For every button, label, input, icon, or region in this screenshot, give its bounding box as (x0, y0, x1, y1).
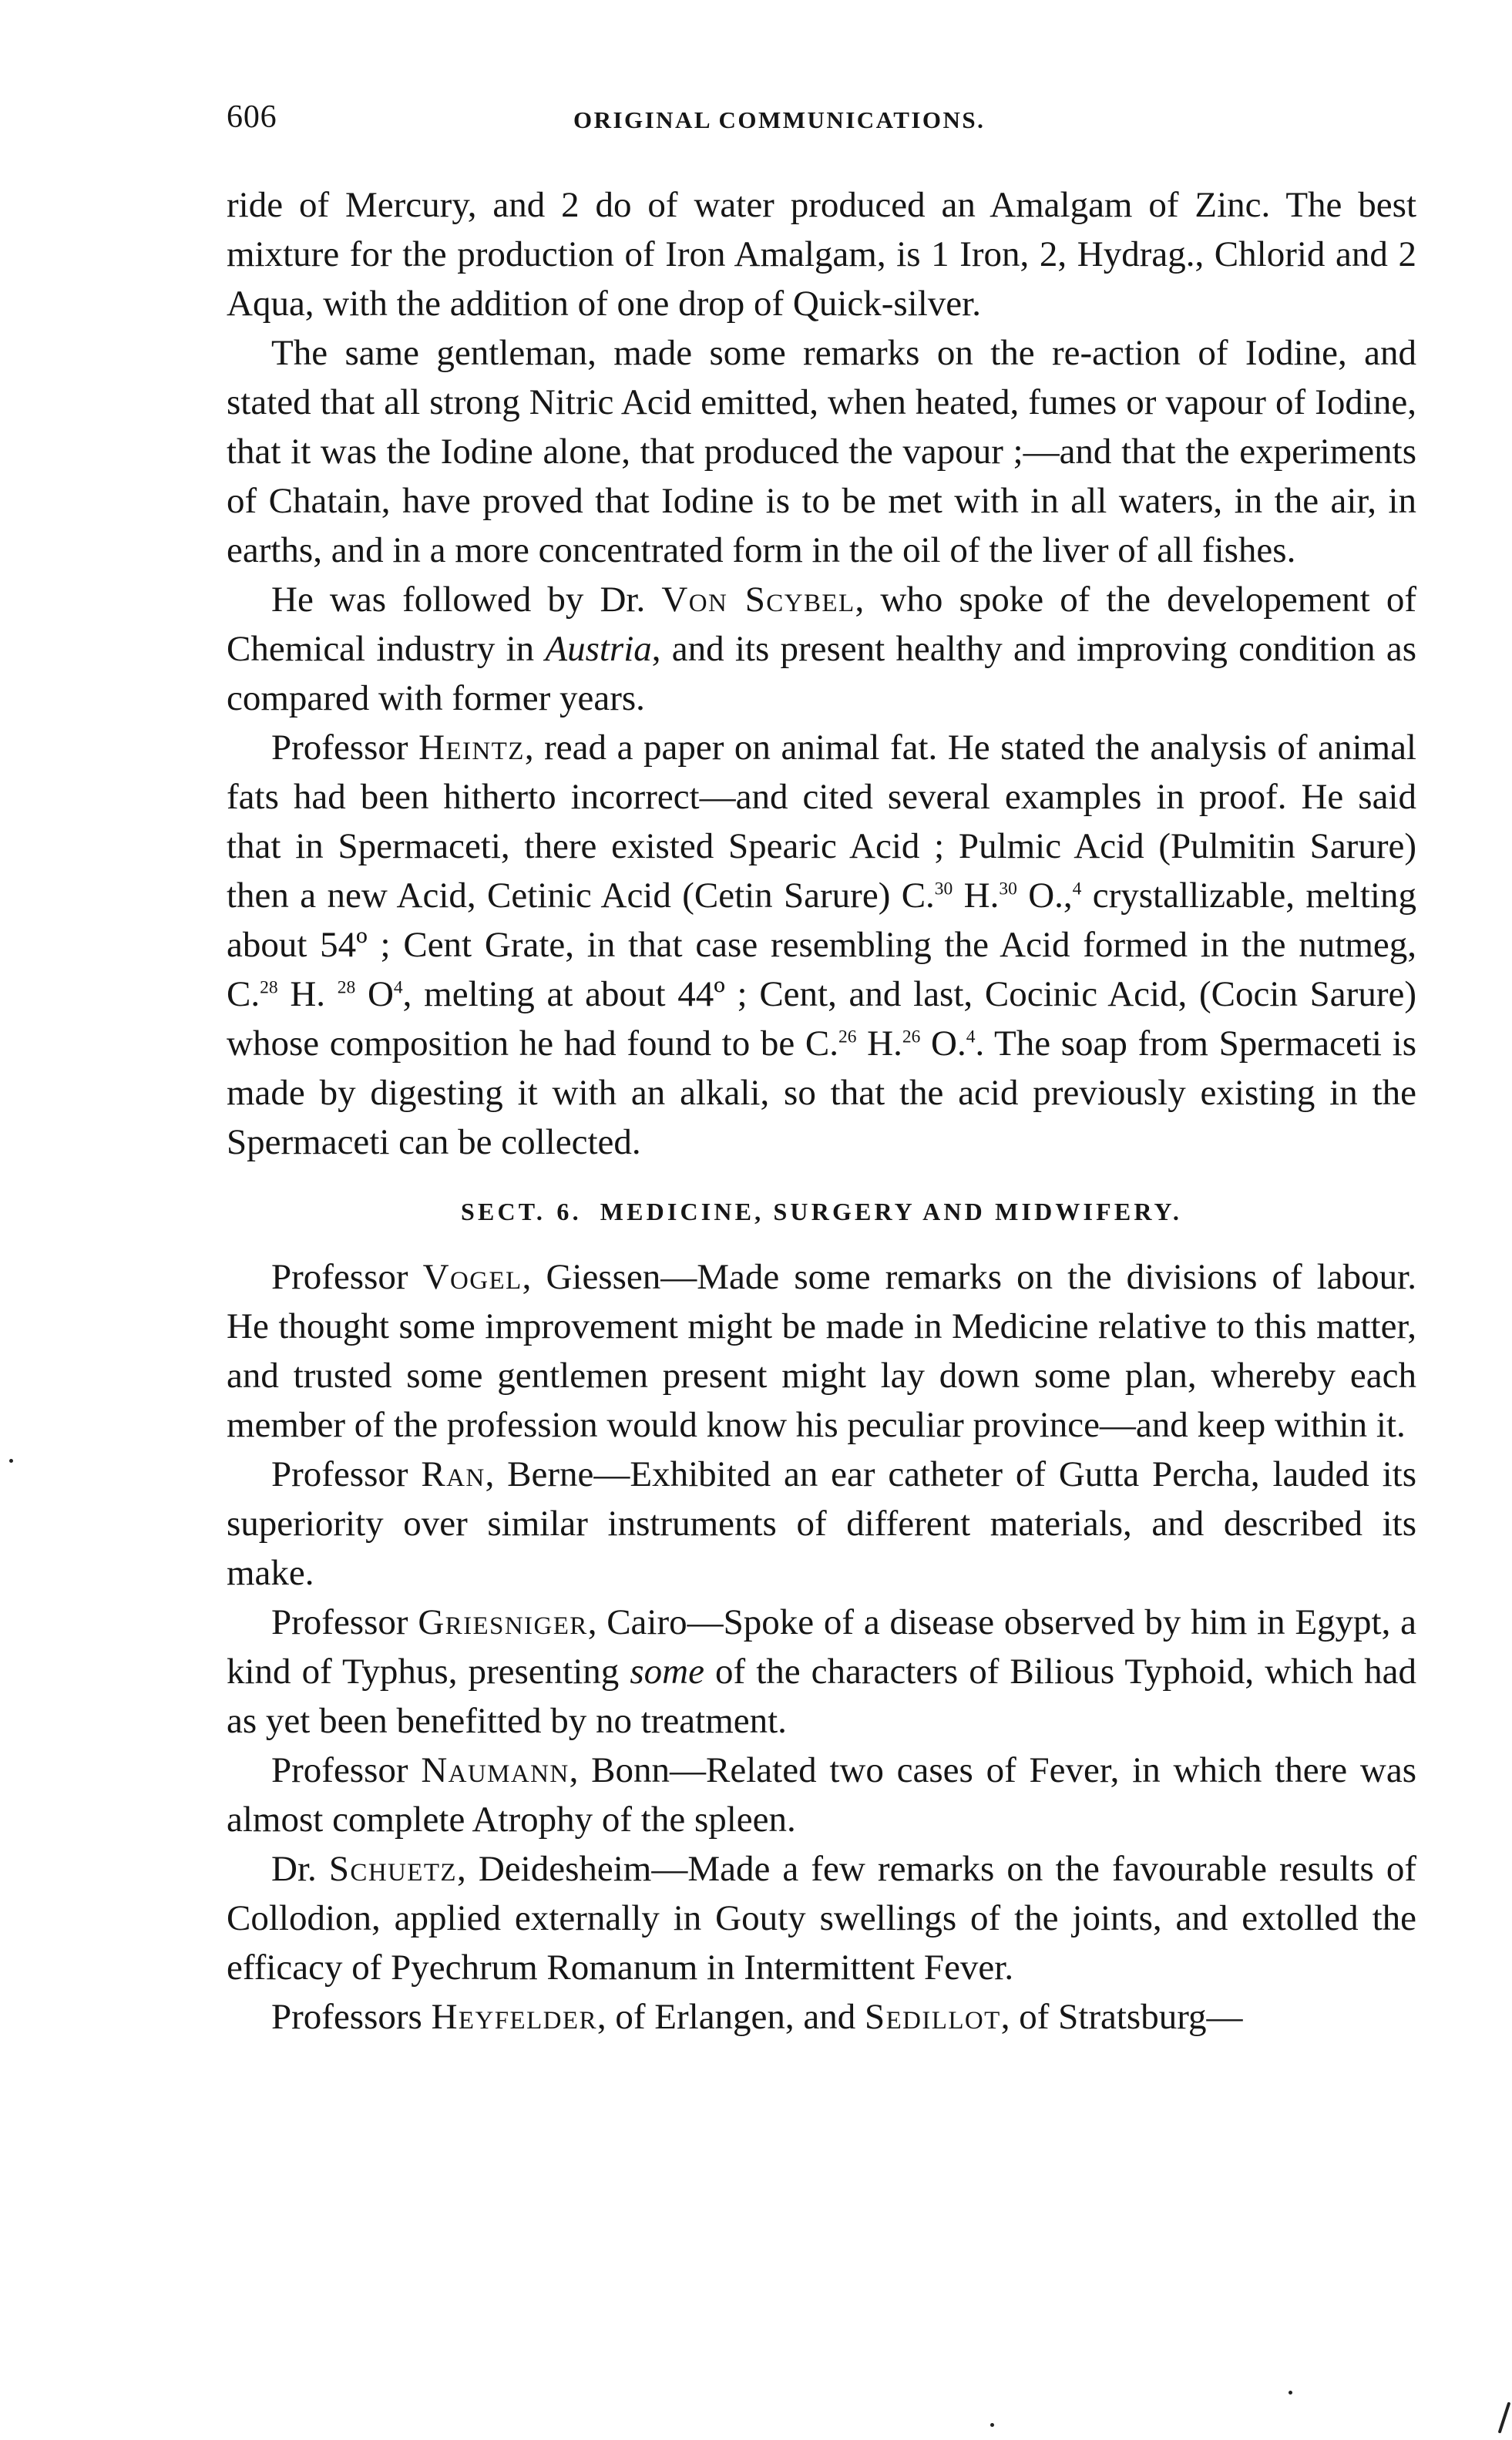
section-number: 6. (556, 1198, 582, 1225)
paragraph-4-part-7: , melting at about 44º ; Cent, and last, Cocinic Acid, (Cocin Sarure) whose composition he had found to be C. (227, 974, 1416, 1064)
paragraph-4-part-2: H. (953, 876, 1000, 916)
formula-superscript: 30 (999, 879, 1017, 899)
paragraph-3-middle: , who spoke of the developement of Chemical industry in (227, 580, 1417, 669)
section-heading (227, 1198, 1416, 1226)
section-title: MEDICINE, SURGERY AND MIDWIFERY. (600, 1198, 1182, 1225)
formula-superscript: 4 (393, 977, 403, 998)
running-head: ORIGINAL COMMUNICATIONS. (573, 106, 986, 133)
paragraph-8-start: Professor (271, 1750, 422, 1790)
paragraph-3-start: He was followed by Dr. (271, 580, 662, 620)
author-naumann: Naumann (421, 1750, 570, 1790)
bottom-speck (1289, 2391, 1292, 2395)
formula-superscript: 26 (902, 1027, 921, 1047)
paragraph-4 (227, 723, 1416, 1167)
formula-superscript: 28 (260, 977, 278, 998)
formula-superscript: 26 (838, 1027, 857, 1047)
paragraph-4-start: Professor (271, 728, 419, 768)
paragraph-5-start: Professor (271, 1257, 423, 1297)
author-vogel: Vogel (422, 1257, 522, 1297)
formula-superscript: 4 (1072, 879, 1082, 899)
paragraph-4-part-6: O (355, 974, 394, 1014)
running-header (227, 99, 1416, 146)
body-text (227, 180, 1416, 1167)
paragraph-4-part-5: H. (277, 974, 338, 1014)
paragraph-7-start: Professor (271, 1602, 418, 1642)
paragraph-4-part-1: , read a paper on animal fat. He stated the analysis of animal fats had been hitherto incorrect—and cited several examples in proof. He said that in Spermaceti, there existed Spearic Acid ; Pulmic Acid (Pulmitin Sarure) then a new Acid, Cetinic Acid (Cetin Sarure) C. (227, 728, 1416, 916)
paragraph-5 (227, 1252, 1416, 1450)
paragraph-7-end: of the characters of Bilious Typhoid, which had as yet been benefitted by no treatment. (227, 1652, 1416, 1741)
paragraph-3-italic-place: Austria (545, 629, 652, 669)
margin-speck (9, 1459, 13, 1463)
paragraph-9-start: Dr. (271, 1849, 329, 1889)
section-text (227, 1252, 1416, 2042)
paragraph-7-italic-word: some (630, 1652, 704, 1692)
paragraph-8-end: , Bonn—Related two cases of Fever, in which there was almost complete Atrophy of the spleen. (227, 1750, 1416, 1840)
paragraph-9-end: , Deidesheim—Made a few remarks on the favourable results of Collodion, applied externally in Gouty swellings of the joints, and extolled the efficacy of Pyechrum Romanum in Intermittent Fever. (227, 1849, 1416, 1988)
paragraph-7-middle: , Cairo—Spoke of a disease observed by him in Egypt, a kind of Typhus, presenting (227, 1602, 1416, 1692)
author-von-scybel: Von Scybel (661, 580, 855, 620)
paragraph-10-start: Professors (271, 1997, 432, 2037)
paragraph-1: ride of Mercury, and 2 do of water produced an Amalgam of Zinc. The best mixture for the production of Iron Amalgam, is 1 Iron, 2, Hydrag., Chlorid and 2 Aqua, with the addition of one drop of Quick-silver. (227, 185, 1416, 324)
paragraph-4-part-10: . The soap from Spermaceti is made by digesting it with an alkali, so that the acid previously existing in the Spermaceti can be collected. (227, 1023, 1416, 1162)
paragraph-6-start: Professor (271, 1454, 422, 1494)
paragraph-4-part-4: crystallizable, melting about 54º ; Cent Grate, in that case resembling the Acid formed in the nutmeg, C. (227, 876, 1416, 1014)
author-sedillot: Sedillot (865, 1997, 1001, 2037)
paragraph-4-part-8: H. (856, 1023, 902, 1064)
paragraph-6 (227, 1450, 1416, 1598)
paragraph-4-part-9: O. (920, 1023, 966, 1064)
author-heyfelder: Heyfelder (431, 1997, 597, 2037)
paragraph-10 (227, 1992, 1416, 2042)
paragraph-4-part-3: O., (1016, 876, 1073, 916)
formula-superscript: 28 (337, 977, 356, 998)
bottom-speck (990, 2423, 994, 2427)
paragraph-3-end: , and its present healthy and improving condition as compared with former years. (227, 629, 1416, 718)
edge-mark (1498, 2401, 1511, 2433)
paragraph-3 (227, 575, 1416, 723)
section-label: SECT. (461, 1198, 546, 1225)
formula-superscript: 4 (966, 1027, 976, 1047)
paragraph-8 (227, 1746, 1416, 1844)
paragraph-5-end: , Giessen—Made some remarks on the divisions of labour. He thought some improvement might be made in Medicine relative to this matter, and trusted some gentlemen present might lay down some plan, whereby each member of the profession would know his peculiar province—and keep within it. (227, 1257, 1416, 1445)
author-heintz: Heintz (418, 728, 525, 768)
paragraph-9 (227, 1844, 1416, 1992)
formula-superscript: 30 (934, 879, 953, 899)
page-number: 606 (227, 99, 277, 135)
paragraph-7 (227, 1598, 1416, 1746)
author-griesniger: Griesniger (418, 1602, 588, 1642)
paragraph-2: The same gentleman, made some remarks on the re-action of Iodine, and stated that all strong Nitric Acid emitted, when heated, fumes or vapour of Iodine, that it was the Iodine alone, that produced the vapour ;—and that the experiments of Chatain, have proved that Iodine is to be met with in all waters, in the air, in earths, and in a more concentrated form in the oil of the liver of all fishes. (227, 333, 1416, 570)
author-schuetz: Schuetz (328, 1849, 457, 1889)
paragraph-6-end: , Berne—Exhibited an ear catheter of Gutta Percha, lauded its superiority over similar instruments of different materials, and described its make. (227, 1454, 1416, 1593)
paragraph-10-end: , of Stratsburg— (1000, 1997, 1243, 2037)
paragraph-10-middle: , of Erlangen, and (596, 1997, 865, 2037)
author-ran: Ran (421, 1454, 486, 1494)
